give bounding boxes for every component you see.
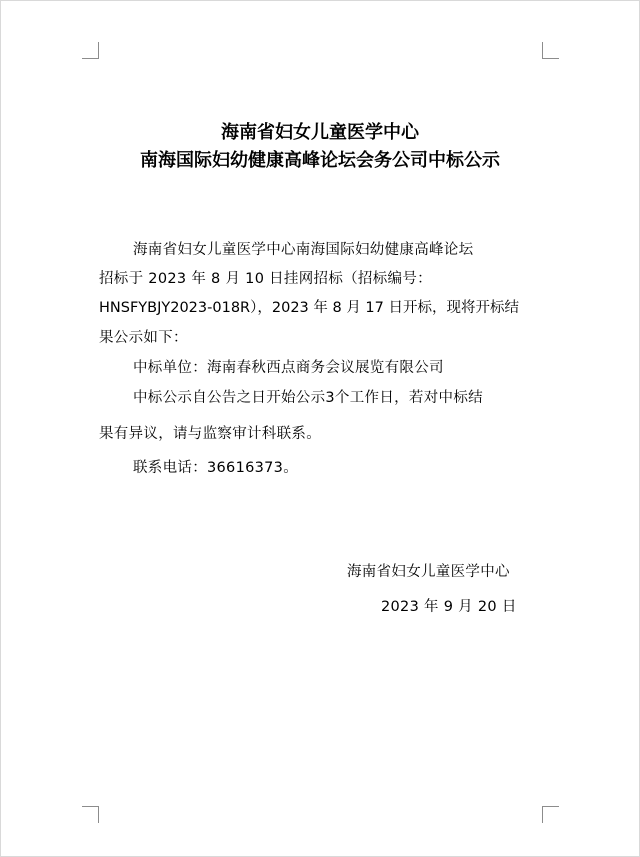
- body-line-6: 中标公示自公告之日开始公示3个工作日，若对中标结: [133, 390, 483, 406]
- document-title-line-1: 海南省妇女儿童医学中心: [221, 122, 419, 143]
- body-line-3: HNSFYBJY2023-018R），2023 年 8 月 17 日开标，现将开标结: [99, 300, 519, 316]
- winning-bidder-line: 中标单位：海南春秋西点商务会议展览有限公司: [133, 360, 444, 376]
- signature-date: 2023 年 9 月 20 日: [381, 599, 517, 615]
- corner-mark-top-right: [542, 42, 559, 59]
- body-line-1: 海南省妇女儿童医学中心南海国际妇幼健康高峰论坛: [133, 242, 474, 258]
- corner-mark-top-left: [82, 42, 99, 59]
- corner-mark-bottom-right: [542, 806, 559, 823]
- body-line-4: 果公示如下：: [99, 330, 188, 346]
- document-title-line-2: 南海国际妇幼健康高峰论坛会务公司中标公示: [140, 150, 500, 171]
- body-line-7: 果有异议，请与监察审计科联系。: [99, 426, 321, 442]
- signature-org: 海南省妇女儿童医学中心: [347, 564, 510, 580]
- body-line-2: 招标于 2023 年 8 月 10 日挂网招标（招标编号：: [99, 271, 432, 287]
- corner-mark-bottom-left: [82, 806, 99, 823]
- contact-phone-line: 联系电话：36616373。: [133, 460, 299, 476]
